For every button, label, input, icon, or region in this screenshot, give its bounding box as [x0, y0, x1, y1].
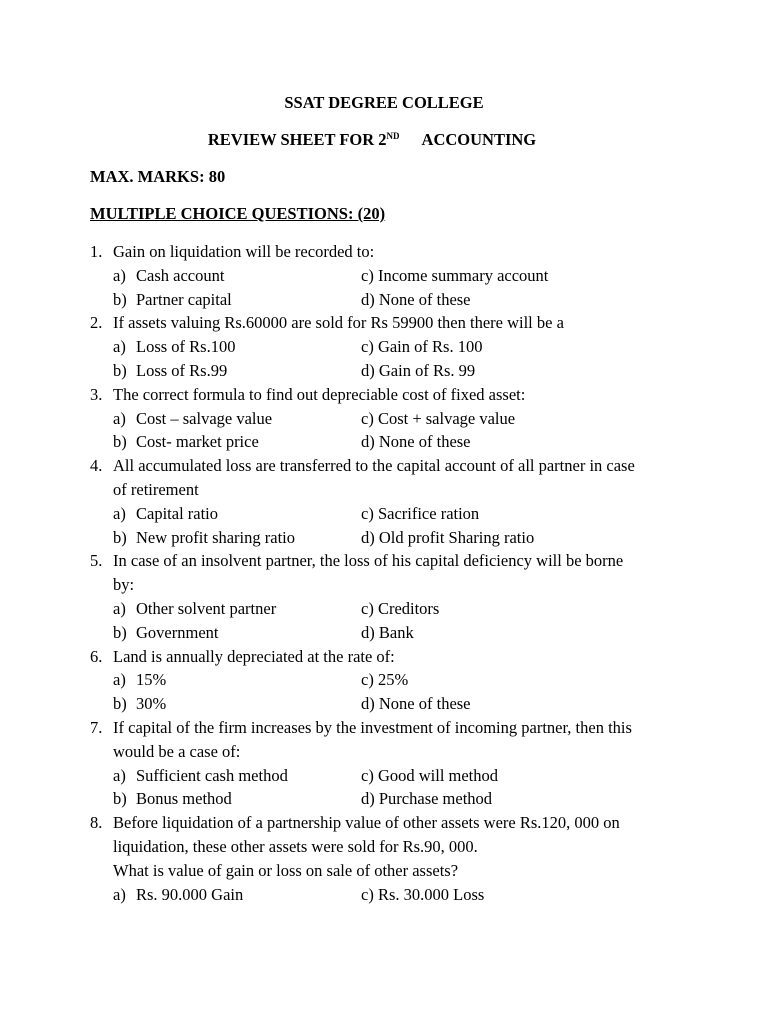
question-number: 6. [90, 646, 103, 666]
option-row [0, 288, 768, 312]
question-text: Before liquidation of a partnership value of other assets were Rs.120, 000 on [113, 813, 620, 833]
option-row [0, 787, 768, 811]
question-line [0, 240, 768, 264]
option-text-right: c) Gain of Rs. 100 [361, 337, 483, 357]
option-text-left: Loss of Rs.100 [136, 337, 236, 357]
option-letter: b) [113, 622, 127, 642]
option-letter: a) [113, 670, 126, 690]
option-letter: b) [113, 694, 127, 714]
option-text-right: c) Income summary account [361, 265, 549, 285]
option-text-left: 15% [136, 670, 167, 690]
option-letter: b) [113, 289, 127, 309]
question-number: 1. [90, 242, 103, 261]
option-text-left: Partner capital [136, 289, 232, 309]
question-number: 3. [90, 384, 103, 404]
option-text-right: d) Gain of Rs. 99 [361, 360, 476, 380]
section-heading: MULTIPLE CHOICE QUESTIONS: (20) [90, 204, 386, 223]
option-row [0, 359, 768, 383]
question-item [0, 383, 768, 454]
option-text-right: d) None of these [361, 289, 471, 309]
question-item [0, 549, 768, 644]
option-row [0, 883, 768, 907]
max-marks: MAX. MARKS: 80 [90, 167, 226, 186]
question-number: 4. [90, 456, 103, 476]
question-item [0, 645, 768, 716]
question-line [0, 311, 768, 335]
question-line [0, 835, 768, 859]
option-letter: a) [113, 598, 126, 618]
question-item [0, 240, 768, 311]
option-row [0, 526, 768, 550]
question-line [0, 740, 768, 764]
question-item [0, 716, 768, 811]
option-text-right: c) 25% [361, 670, 409, 690]
question-item [0, 311, 768, 382]
option-text-right: d) None of these [361, 694, 471, 714]
option-text-left: Sufficient cash method [136, 765, 288, 785]
college-title: SSAT DEGREE COLLEGE [284, 93, 484, 112]
question-line [0, 859, 768, 883]
question-text: What is value of gain or loss on sale of other assets? [113, 860, 459, 880]
option-text-right: c) Good will method [361, 765, 499, 785]
option-text-right: d) Purchase method [361, 789, 493, 809]
question-line [0, 478, 768, 502]
option-letter: a) [113, 884, 126, 904]
review-title-subject: ACCOUNTING [421, 130, 537, 149]
question-line [0, 645, 768, 669]
question-text: Gain on liquidation will be recorded to: [113, 242, 375, 261]
option-text-left: New profit sharing ratio [136, 527, 295, 547]
option-letter: b) [113, 432, 127, 452]
question-line [0, 716, 768, 740]
option-letter: a) [113, 503, 126, 523]
question-line [0, 573, 768, 597]
option-letter: b) [113, 789, 127, 809]
question-text: liquidation, these other assets were sold for Rs.90, 000. [113, 836, 478, 856]
option-text-right: d) Bank [361, 622, 414, 642]
option-text-right: c) Cost + salvage value [361, 408, 516, 428]
question-text: of retirement [113, 479, 199, 499]
option-letter: b) [113, 527, 127, 547]
option-row [0, 407, 768, 431]
question-text: If capital of the firm increases by the investment of incoming partner, then this [113, 717, 632, 737]
option-row [0, 597, 768, 621]
question-list [0, 240, 768, 906]
review-sheet-title [0, 130, 756, 152]
option-row [0, 264, 768, 288]
question-text: The correct formula to find out depreciable cost of fixed asset: [113, 384, 526, 404]
question-text: If assets valuing Rs.60000 are sold for Rs 59900 then there will be a [113, 313, 564, 333]
question-number: 8. [90, 813, 103, 833]
option-row [0, 335, 768, 359]
option-letter: b) [113, 360, 127, 380]
question-text: In case of an insolvent partner, the loss of his capital deficiency will be borne [113, 551, 624, 571]
question-text: by: [113, 575, 135, 595]
question-number: 2. [90, 313, 103, 333]
review-title-prefix: REVIEW SHEET FOR 2 [207, 130, 387, 149]
option-row [0, 764, 768, 788]
option-text-right: d) Old profit Sharing ratio [361, 527, 535, 547]
option-text-left: Loss of Rs.99 [136, 360, 228, 380]
question-item [0, 811, 768, 906]
option-letter: a) [113, 408, 126, 428]
option-text-left: Government [136, 622, 219, 642]
review-title-superscript: ND [386, 131, 400, 141]
question-line [0, 549, 768, 573]
option-text-left: 30% [136, 694, 167, 714]
question-text: Land is annually depreciated at the rate of: [113, 646, 395, 666]
option-text-left: Other solvent partner [136, 598, 277, 618]
question-item [0, 454, 768, 549]
option-letter: a) [113, 765, 126, 785]
option-text-right: c) Creditors [361, 598, 440, 618]
question-line [0, 454, 768, 478]
question-number: 5. [90, 551, 103, 571]
option-letter: a) [113, 265, 126, 285]
option-text-left: Cost – salvage value [136, 408, 273, 428]
option-text-right: c) Rs. 30.000 Loss [361, 884, 485, 904]
question-number: 7. [90, 717, 103, 737]
question-line [0, 383, 768, 407]
option-text-left: Rs. 90.000 Gain [136, 884, 244, 904]
option-text-left: Capital ratio [136, 503, 219, 523]
question-text: All accumulated loss are transferred to the capital account of all partner in case [113, 456, 635, 476]
option-text-right: c) Sacrifice ration [361, 503, 480, 523]
question-text: would be a case of: [113, 741, 241, 761]
option-letter: a) [113, 337, 126, 357]
option-row [0, 692, 768, 716]
option-text-right: d) None of these [361, 432, 471, 452]
option-row [0, 621, 768, 645]
option-row [0, 502, 768, 526]
question-line [0, 811, 768, 835]
option-text-left: Bonus method [136, 789, 232, 809]
option-row [0, 668, 768, 692]
option-row [0, 430, 768, 454]
option-text-left: Cost- market price [136, 432, 259, 452]
option-text-left: Cash account [136, 265, 225, 285]
